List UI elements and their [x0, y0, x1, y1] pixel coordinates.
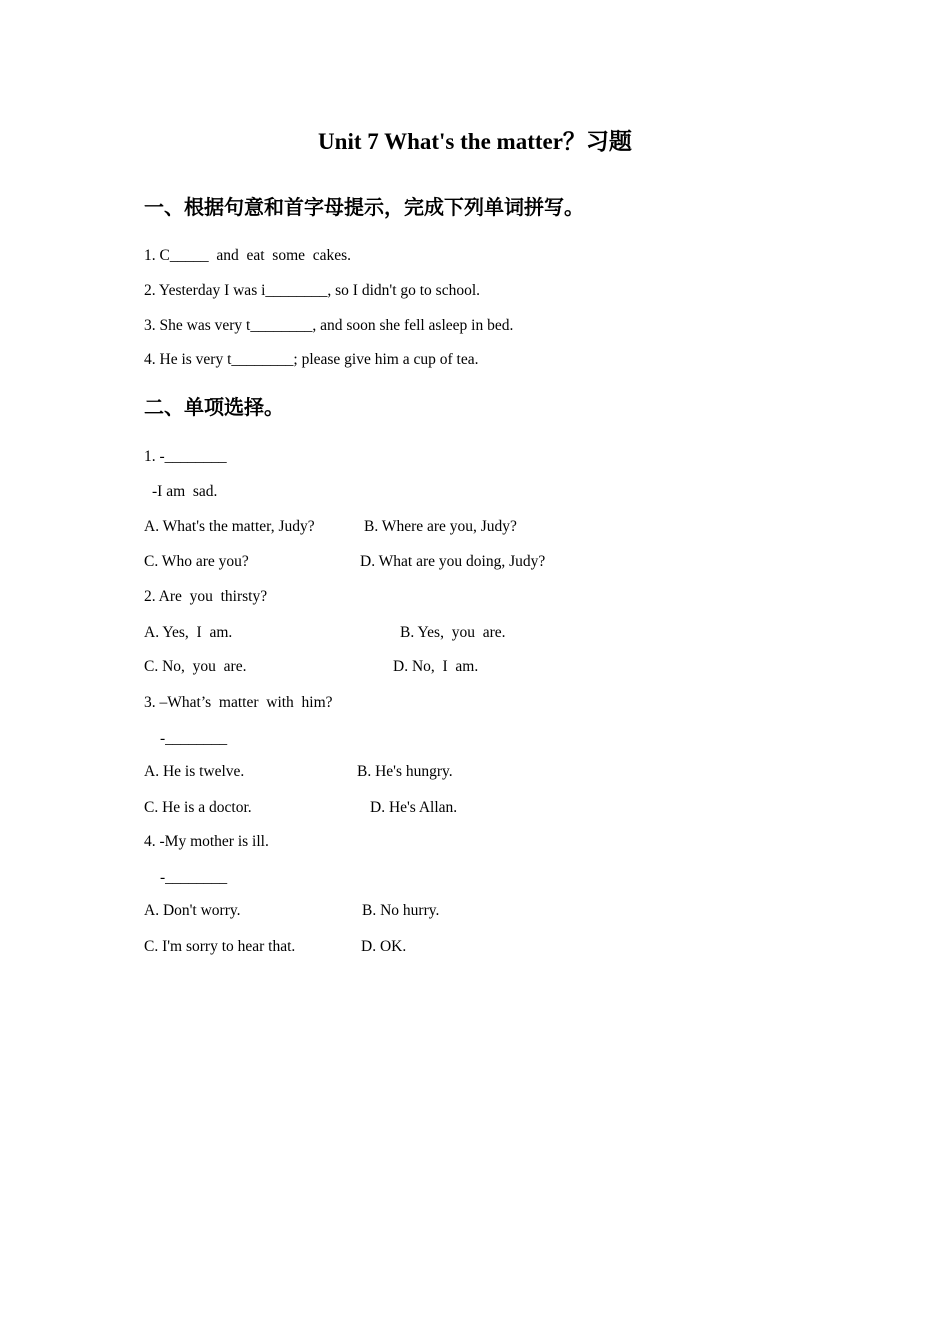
question-4-option-a: A. Don't worry. — [144, 902, 241, 919]
question-1-option-d: D. What are you doing, Judy? — [360, 553, 546, 570]
question-3-option-d: D. He's Allan. — [370, 799, 458, 816]
question-4-option-b: B. No hurry. — [362, 902, 440, 919]
fill-blank-item-4: 4. He is very t________; please give him a cup of tea. — [144, 351, 479, 368]
question-2-stem: 2. Are you thirsty? — [144, 588, 268, 605]
question-4-option-c: C. I'm sorry to hear that. — [144, 938, 296, 955]
question-2-option-a: A. Yes, I am. — [144, 624, 233, 641]
question-4-option-d: D. OK. — [361, 938, 407, 955]
question-1-stem: 1. -________ — [144, 448, 227, 465]
fill-blank-item-2: 2. Yesterday I was i________, so I didn't go to school. — [144, 282, 481, 299]
question-3-option-a: A. He is twelve. — [144, 763, 245, 780]
question-2-option-c: C. No, you are. — [144, 658, 247, 675]
question-1-option-b: B. Where are you, Judy? — [364, 518, 517, 535]
question-2-option-d: D. No, I am. — [393, 658, 479, 675]
page-title: Unit 7 What's the matter？习题 — [318, 129, 632, 154]
question-3-reply: -________ — [160, 730, 228, 747]
fill-blank-item-3: 3. She was very t________, and soon she fell asleep in bed. — [144, 317, 514, 334]
question-1-option-c: C. Who are you? — [144, 553, 249, 570]
question-4-reply: -________ — [160, 869, 228, 886]
question-4-stem: 4. -My mother is ill. — [144, 833, 269, 850]
question-3-stem: 3. –What’s matter with him? — [144, 694, 333, 711]
section2-heading: 二、单项选择。 — [144, 395, 284, 419]
question-2-option-b: B. Yes, you are. — [400, 624, 506, 641]
question-3-option-b: B. He's hungry. — [357, 763, 453, 780]
section1-heading: 一、根据句意和首字母提示，完成下列单词拼写。 — [144, 195, 584, 219]
question-1-reply: -I am sad. — [152, 483, 218, 500]
question-1-option-a: A. What's the matter, Judy? — [144, 518, 315, 535]
question-3-option-c: C. He is a doctor. — [144, 799, 252, 816]
fill-blank-item-1: 1. C_____ and eat some cakes. — [144, 247, 352, 264]
